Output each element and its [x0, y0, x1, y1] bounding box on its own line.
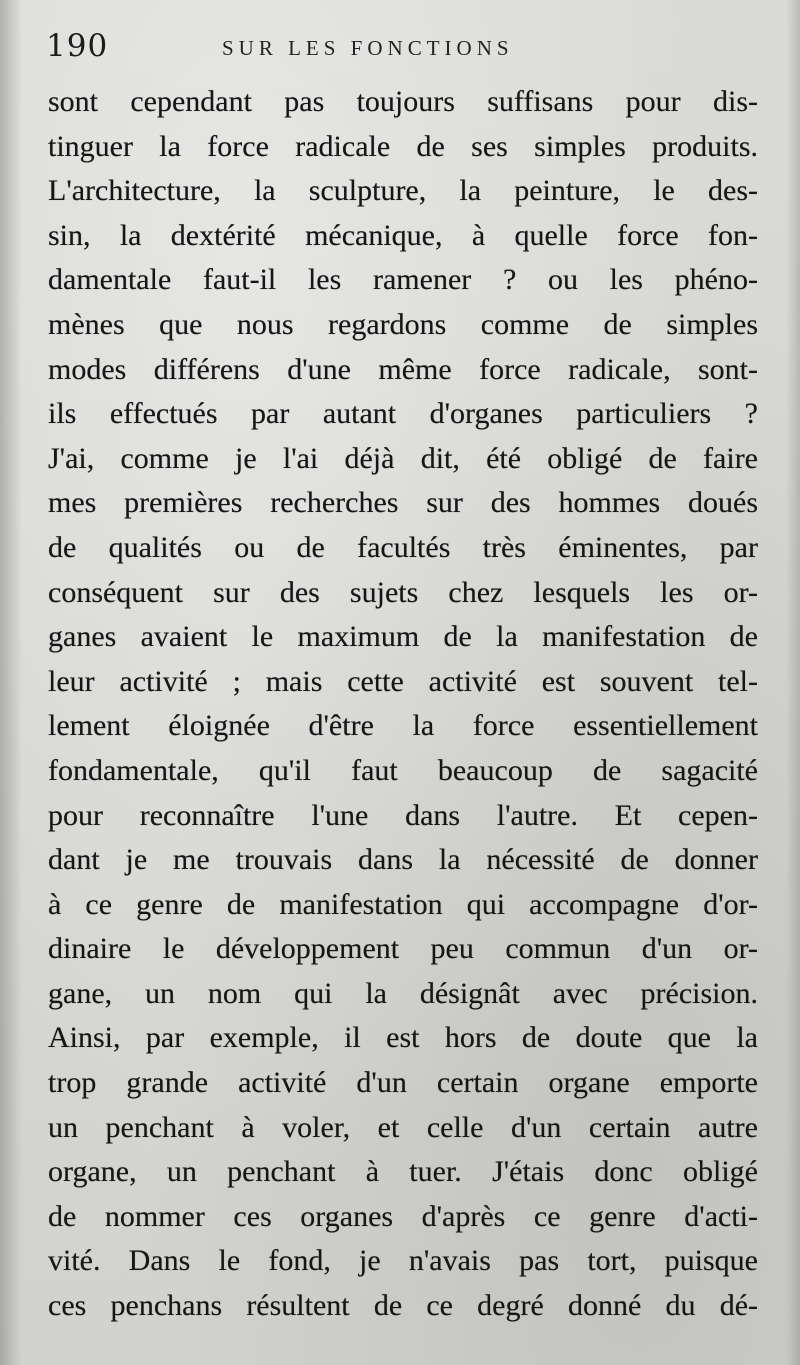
text-line: à ce genre de manifestation qui accompagne d'or-: [48, 887, 758, 921]
text-line: ganes avaient le maximum de la manifestation de: [48, 620, 758, 654]
text-line: mes premières recherches sur des hommes doués: [48, 486, 758, 520]
text-line: Ainsi, par exemple, il est hors de doute que la: [48, 1021, 758, 1055]
text-line: ces penchans résultent de ce degré donné du dé-: [48, 1289, 758, 1323]
text-line: gane, un nom qui la désignât avec précision.: [48, 976, 758, 1010]
text-line: un penchant à voler, et celle d'un certain autre: [48, 1110, 758, 1144]
body-text: [48, 80, 758, 1329]
text-line: lement éloignée d'être la force essentiellement: [48, 709, 758, 743]
text-line: tinguer la force radicale de ses simples produits.: [48, 129, 758, 163]
text-line: damentale faut-il les ramener ? ou les phéno-: [48, 263, 758, 297]
text-line: ils effectués par autant d'organes particuliers ?: [48, 397, 758, 431]
text-line: modes différens d'une même force radicale, sont-: [48, 352, 758, 386]
text-line: vité. Dans le fond, je n'avais pas tort, puisque: [48, 1244, 758, 1278]
text-line: dant je me trouvais dans la nécessité de donner: [48, 843, 758, 877]
text-line: leur activité ; mais cette activité est souvent tel-: [48, 664, 758, 698]
page-header: [46, 28, 756, 72]
text-line: organe, un penchant à tuer. J'étais donc obligé: [48, 1155, 758, 1189]
text-line: de nommer ces organes d'après ce genre d'acti-: [48, 1199, 758, 1233]
text-line: sont cependant pas toujours suffisans pour dis-: [48, 85, 758, 118]
text-line: L'architecture, la sculpture, la peinture, le des-: [48, 174, 758, 208]
text-line: dinaire le développement peu commun d'un or-: [48, 932, 758, 966]
text-line: trop grande activité d'un certain organe emporte: [48, 1066, 758, 1100]
running-head: SUR LES FONCTIONS: [222, 36, 514, 60]
text-line: mènes que nous regardons comme de simples: [48, 307, 758, 341]
text-line: J'ai, comme je l'ai déjà dit, été obligé de faire: [48, 441, 758, 475]
text-line: de qualités ou de facultés très éminentes, par: [48, 530, 758, 564]
text-line: sin, la dextérité mécanique, à quelle force fon-: [48, 218, 758, 252]
text-line: conséquent sur des sujets chez lesquels les or-: [48, 575, 758, 609]
page-number: 190: [46, 28, 109, 64]
text-line: fondamentale, qu'il faut beaucoup de sagacité: [48, 753, 758, 787]
text-line: pour reconnaître l'une dans l'autre. Et cepen-: [48, 798, 758, 832]
